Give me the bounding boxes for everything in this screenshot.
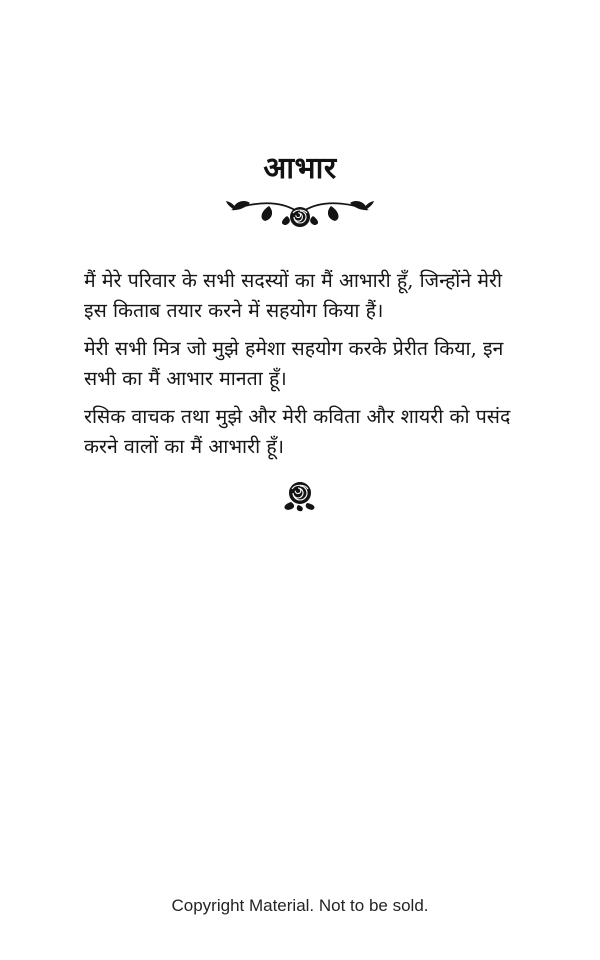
paragraph: मेरी सभी मित्र जो मुझे हमेशा सहयोग करके प्रेरीत किया, इन सभी का मैं आभार मानता हूँ। bbox=[84, 337, 504, 390]
section-end-ornament bbox=[0, 478, 600, 516]
copyright-watermark: Copyright Material. Not to be sold. bbox=[171, 896, 429, 915]
paragraph: मैं मेरे परिवार के सभी सदस्यों का मैं आभारी हूँ, जिन्होंने मेरी इस किताब तयार करने में सहयोग किया हैं। bbox=[84, 269, 503, 322]
rose-vine-flourish-icon bbox=[225, 194, 375, 213]
rose-icon bbox=[281, 497, 319, 516]
header-ornament bbox=[0, 194, 600, 230]
paragraph: रसिक वाचक तथा मुझे और मेरी कविता और शायरी को पसंद करने वालों का मैं आभारी हूँ। bbox=[84, 405, 511, 458]
page-title: आभार bbox=[263, 151, 337, 186]
acknowledgement-text bbox=[84, 266, 518, 462]
